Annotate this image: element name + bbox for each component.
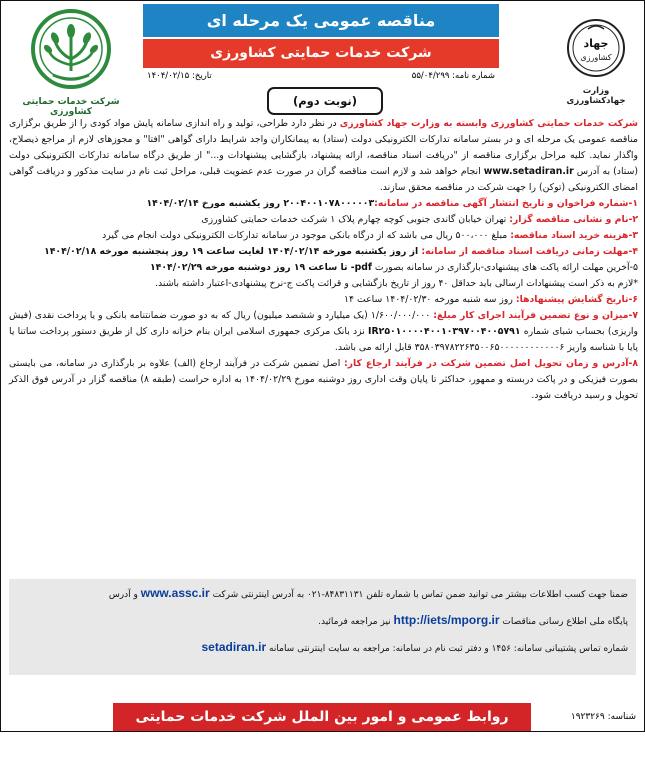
contact-end: و آدرس	[108, 590, 138, 600]
item-7-end: نزد بانک مرکزی جمهوری اسلامی ایران بنام خزانه داری کل از طریق دستور پرداخت ساتنا یا پایا با شناسه واریز ۳۵۸۰۳۹۷۸۲۲۶۳۵۰۰۶۵۰۰۰۰۰۰۰۰۰۰۰۰۶ قابل ارائه می باشد.	[9, 326, 638, 353]
item-1-value: ۲۰۰۴۰۰۱۰۷۸۰۰۰۰۰۳ روز یکشنبه مورخ ۱۴۰۴/۰۲/۱۴	[146, 198, 375, 209]
support-line	[17, 639, 628, 657]
ministry-logo	[554, 17, 638, 109]
item-7-iban: IR۲۵۰۱۰۰۰۰۴۰۰۱۰۳۹۷۰۰۴۰۰۵۷۹۱	[368, 326, 521, 337]
item-5-pdf: pdf	[354, 262, 372, 273]
item-3-label: ۳-هزینه خرید اسناد مناقصه:	[510, 230, 638, 241]
notice-date: تاریخ: ۱۴۰۴/۰۲/۱۵	[147, 71, 212, 81]
notice-company: شرکت خدمات حمایتی کشاورزی	[143, 39, 499, 68]
intro-text: در نظر دارد طراحی، تولید و راه اندازی سامانه پایش مواد کودی را از طریق برگزاری مناقصه عمومی یک مرحله ای و در بستر سامانه تدارکات الکترونیکی دولت (ستاد) به پیمانکاران واجد شرایط دارای گواهی "افتا" و مجوزهای لازم از مراجع ذیصلاح، واگذار نماید. کلیه مراحل برگزاری مناقصه از "دریافت اسناد مناقصه، ارائه پیشنهاد، بازگشایی پیشنهادات و..." از طریق درگاه سامانه تدارکات الکترونیکی دولت (ستاد) به آدرس	[9, 118, 638, 177]
ministry-logo-label: وزارت جهادکشاورزی	[566, 86, 626, 106]
item-1-label: ۱-شماره فراخوان و تاریخ انتشار آگهی مناقصه در سامانه:	[374, 198, 638, 209]
item-7-label: ۷-میزان و نوع تضمین فرآیند اجرای کار مبلغ:	[433, 310, 638, 321]
company-logo	[9, 7, 133, 117]
item-8-value: اصل تضمین شرکت در فرآیند ارجاع (الف) علاوه بر بارگذاری در سامانه، می بایستی بصورت فیزیکی و در پاکت دربسته و ممهور، حداکثر تا پایان وقت اداری روز دوشنبه مورخ ۱۴۰۴/۰۲/۲۹ به اداره حراست (طبقه ۸) مناقصه گزار در آدرس فوق الذکر تحویل و رسید دریافت شود.	[9, 358, 638, 401]
bottom-bar	[1, 703, 644, 753]
item-4	[9, 244, 638, 260]
contact-line	[17, 585, 628, 603]
wheat-logo-icon	[25, 7, 117, 91]
intro-url[interactable]: www.setadiran.ir	[483, 166, 574, 177]
item-1	[9, 196, 638, 212]
public-relations-title: روابط عمومی و امور بین الملل شرکت خدمات حمایتی کشاورزی	[113, 703, 531, 731]
notice-meta	[143, 71, 499, 85]
item-6-value: روز سه شنبه مورخه ۱۴۰۴/۰۲/۳۰ ساعت ۱۴	[344, 294, 516, 305]
item-2	[9, 212, 638, 228]
item-6-label: ۶-تاریخ گشایش پیشنهادها:	[515, 294, 638, 305]
notice-id: شناسه: ۱۹۲۳۲۶۹	[570, 712, 636, 722]
support-text: شماره تماس پشتیبانی سامانه: ۱۴۵۶ و دفتر ثبت نام در سامانه: مراجعه به سایت اینترنتی سامانه	[269, 644, 628, 654]
item-5-text: ۵-آخرین مهلت ارائه پاکت های پیشنهادی-بارگذاری در سامانه بصورت	[374, 262, 638, 273]
portal-line	[17, 612, 628, 630]
item-4-value: از روز یکشنبه مورخه ۱۴۰۴/۰۲/۱۴ لغایت ساعت ۱۹ روز پنجشنبه مورخه ۱۴۰۴/۰۲/۱۸	[44, 246, 422, 257]
item-2-label: ۲-نام و نشانی مناقصه گزار:	[509, 214, 638, 225]
item-5-note: *لازم به ذکر است پیشنهادات ارسالی باید حداقل ۴۰ روز از تاریخ بازگشایی و قرائت پاکت ج-نرخ پیشنهادی-اعتبار داشته باشند.	[155, 278, 638, 289]
notice-body	[9, 116, 638, 404]
item-7-value: ۱/۶۰۰/۰۰۰/۰۰۰ (یک میلیارد و ششصد میلیون) ریال که به دو صورت ضمانتنامه بانکی و یا پرداخت نقدی (فیش واریزی) بحساب شبای شماره	[9, 310, 638, 337]
portal-end: نیز مراجعه فرمائید.	[318, 617, 391, 627]
item-3	[9, 228, 638, 244]
portal-link[interactable]: http://iets/mporg.ir	[393, 613, 500, 627]
notice-header	[1, 1, 644, 117]
item-8	[9, 356, 638, 404]
company-website-link[interactable]: www.assc.ir	[140, 586, 210, 600]
intro-end: انجام خواهد شد و لازم است مناقصه گران در صورت عدم عضویت قبلی، مراحل ثبت نام در سایت مذکور و دریافت گواهی امضای الکترونیکی (توکن) را جهت شرکت در مناقصه محقق سازند.	[9, 166, 638, 193]
ministry-logo-word1: جهاد	[583, 37, 609, 50]
portal-text: پایگاه ملی اطلاع رسانی مناقصات	[502, 617, 628, 627]
item-8-label: ۸-آدرس و زمان تحویل اصل تضمین شرکت در فرآیند ارجاع کار:	[343, 358, 638, 369]
intro-paragraph	[9, 116, 638, 196]
ministry-emblem-icon	[565, 17, 627, 79]
notice-title: مناقصه عمومی یک مرحله ای	[143, 4, 499, 37]
intro-company: شرکت خدمات حمایتی کشاورزی وابسته به وزارت جهاد کشاورزی	[339, 118, 638, 129]
item-5	[9, 260, 638, 276]
item-5-end: - تا ساعت ۱۹ روز دوشنبه مورخه ۱۴۰۴/۰۲/۲۹	[150, 262, 355, 273]
item-7	[9, 308, 638, 356]
ministry-logo-word2: کشاورزی	[580, 53, 612, 62]
letter-number: شماره نامه: ۵۵/۰۴/۲۹۹	[411, 71, 495, 81]
item-3-value: مبلغ ۵۰۰،۰۰۰ ریال می باشد که از درگاه بانکی موجود در سامانه تدارکات الکترونیکی دولت انجام می گیرد	[102, 230, 511, 241]
item-2-value: تهران خیابان گاندی جنوبی کوچه چهارم پلاک ۱ شرکت خدمات حمایتی کشاورزی	[201, 214, 510, 225]
company-logo-label: شرکت خدمات حمایتی کشاورزی	[22, 97, 120, 117]
setad-link[interactable]: setadiran.ir	[201, 640, 267, 654]
item-6	[9, 292, 638, 308]
item-4-label: ۴-مهلت زمانی دریافت اسناد مناقصه از سامانه:	[421, 246, 638, 257]
notice-round: (نوبت دوم)	[267, 87, 383, 115]
contact-text: ضمنا جهت کسب اطلاعات بیشتر می توانید ضمن تماس با شماره تلفن ۸۴۸۳۱۱۳۱-۰۲۱ به آدرس اینترنتی شرکت	[212, 590, 628, 600]
contact-info-box	[9, 579, 636, 675]
